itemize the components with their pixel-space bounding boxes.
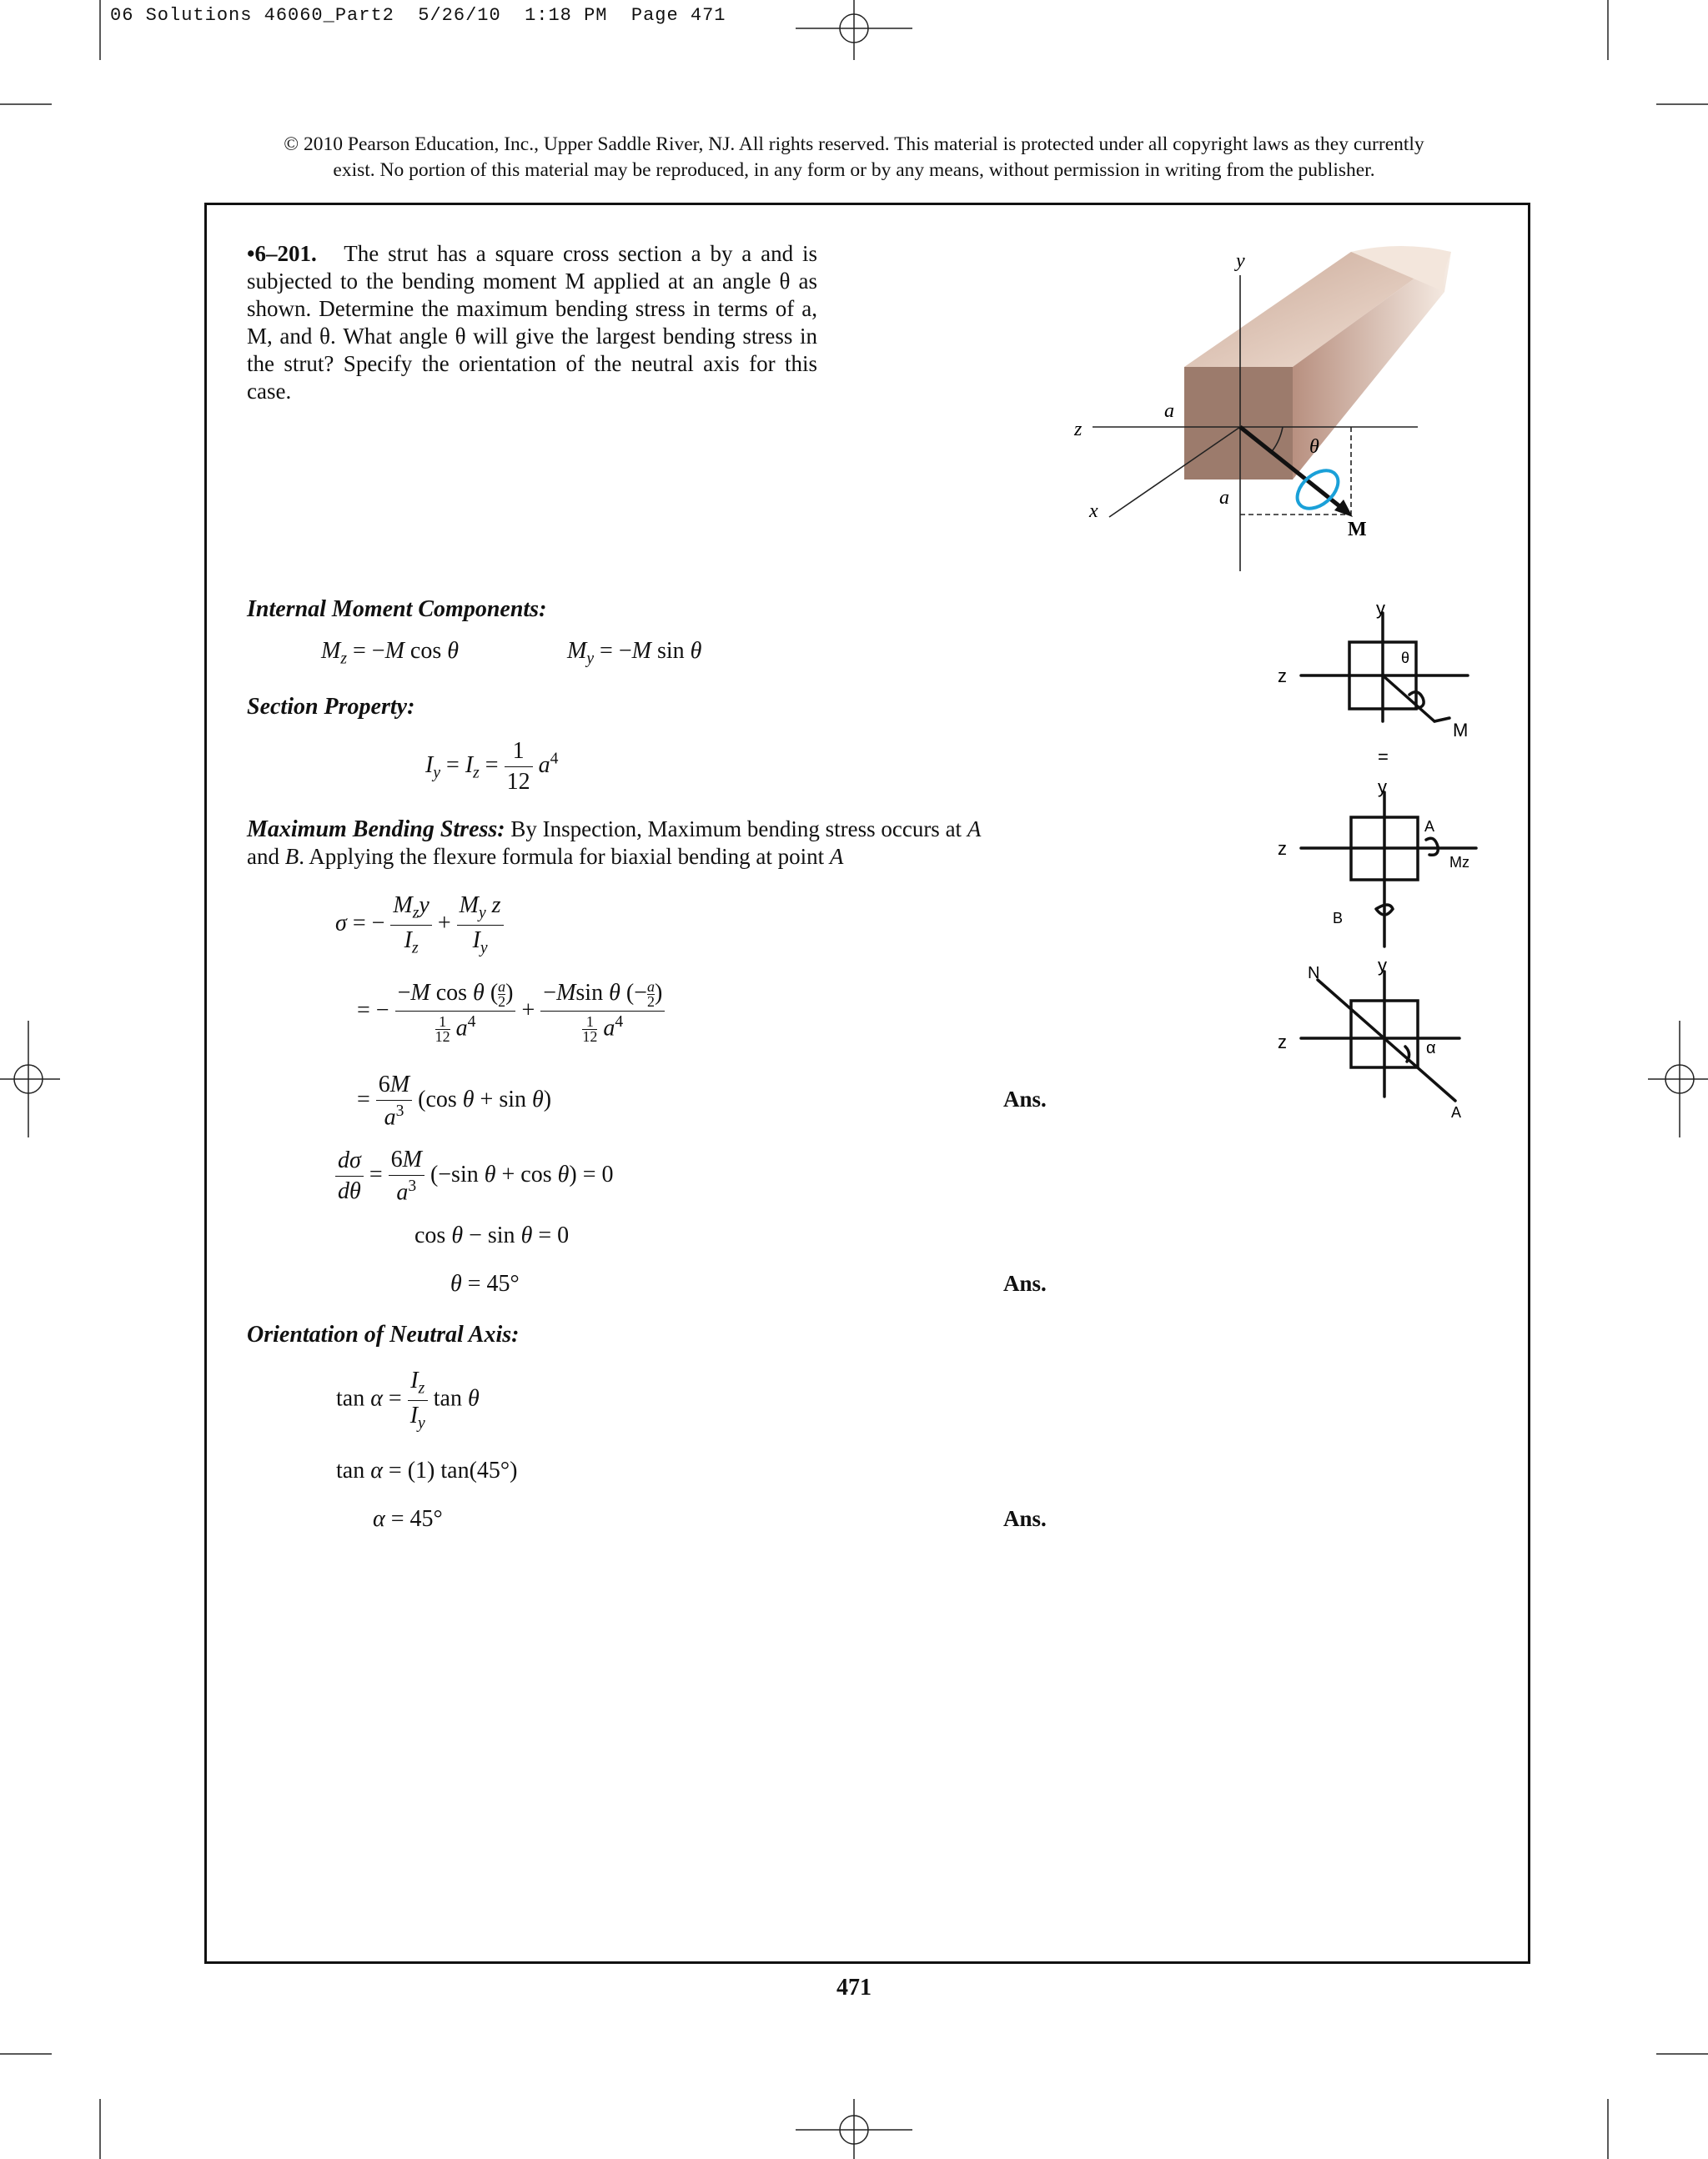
eq-inertia: $I_y = I_z$ = $\frac{1}{12}$ $a^4$ (425, 738, 559, 795)
sketch2-B: B (1333, 910, 1344, 926)
print-slug: 06 Solutions 46060_Part2 5/26/10 1:18 PM Page 471 (110, 5, 726, 26)
page-number: 471 (836, 1975, 872, 2001)
eq-tan-alpha: tan α = $\frac{I_z}{I_y}$ tan θ (336, 1368, 480, 1433)
eq-my: $M_y = -M$ sin θ (567, 638, 702, 668)
eq-substitution: = − −M cos θ ( $\frac{a}{2}$ ) $\frac{1}{12}$ $a^4$ + −Msin θ (− $\frac{a}{2}$ ) $\frac{1}{12}$ $a^4$ (357, 980, 665, 1044)
eq-cos-minus-sin: cos θ − sin θ = 0 (414, 1223, 570, 1248)
fig-label-theta: θ (1309, 436, 1319, 458)
sketch2-z: z (1278, 838, 1287, 859)
answer-label-2: Ans. (1003, 1271, 1047, 1296)
sketch2-A: A (1424, 818, 1435, 835)
hand-sketches (1268, 596, 1484, 1130)
sketch-equals: = (1378, 746, 1389, 767)
eq-mz: $M_z = -M$ cos θ (321, 638, 459, 668)
problem-statement (247, 240, 817, 405)
fig-label-x: x (1089, 500, 1098, 522)
heading-max-stress: Maximum Bending Stress: (247, 816, 505, 842)
problem-number: •6–201. (247, 241, 317, 266)
sketch1-y: y (1376, 598, 1385, 619)
sketch1-M: M (1453, 720, 1469, 741)
sketch1-theta: θ (1401, 650, 1410, 666)
fig-label-a-top: a (1164, 400, 1174, 422)
strut-figure (1059, 242, 1493, 575)
sketch3-N: N (1308, 964, 1320, 982)
sketch3-z: z (1278, 1032, 1287, 1052)
answer-label-1: Ans. (1003, 1087, 1047, 1112)
answer-label-3: Ans. (1003, 1506, 1047, 1531)
sketch2-Mz: Mz (1449, 854, 1469, 871)
copyright-line-2: exist. No portion of this material may be reproduced, in any form or by any means, without permission in writing from the publisher. (333, 159, 1375, 181)
heading-internal-moment: Internal Moment Components: (247, 596, 547, 622)
eq-sigma-result: = $\frac{6M}{a^3}$ (cos θ + sin θ) (357, 1072, 552, 1131)
copyright-line-1: © 2010 Pearson Education, Inc., Upper Saddle River, NJ. All rights reserved. This material is protected under all copyright laws as they currently (284, 133, 1424, 155)
eq-derivative: $\frac{d\sigma}{d\theta}$ = $\frac{6M}{a^3}$ (−sin θ + cos θ) = 0 (335, 1147, 614, 1206)
sketch3-alpha: α (1426, 1039, 1436, 1057)
sketch3-A: A (1451, 1104, 1462, 1121)
max-stress-paragraph: Maximum Bending Stress: By Inspection, Maximum bending stress occurs at A and B. Applying the flexure formula for biaxial bending at point A (247, 816, 982, 869)
heading-neutral-axis: Orientation of Neutral Axis: (247, 1322, 520, 1348)
eq-alpha-45: α = 45° (373, 1506, 443, 1532)
eq-tan-alpha-value: tan α = (1) tan(45°) (336, 1458, 518, 1484)
eq-theta-45: θ = 45° (450, 1271, 520, 1297)
sketch3-y: y (1378, 955, 1387, 976)
fig-label-a-bottom: a (1219, 487, 1229, 509)
sketch1-z: z (1278, 665, 1287, 686)
sketch2-y: y (1378, 776, 1387, 797)
fig-label-y: y (1236, 250, 1245, 272)
copyright-notice (0, 132, 1708, 183)
problem-text: The strut has a square cross section a by a and is subjected to the bending moment M applied at an angle θ as shown. Determine the maximum bending stress in terms of a, M, and θ. What angle θ will give the largest bending stress in the strut? Specify the orientation of the neutral axis for this case. (247, 241, 817, 404)
heading-section-property: Section Property: (247, 694, 415, 720)
eq-flexure: σ = − $\frac{M_zy}{I_z}$ + $\frac{M_y z}{I_y}$ (335, 892, 504, 957)
fig-label-M: M (1348, 519, 1367, 540)
fig-label-z: z (1074, 419, 1083, 440)
